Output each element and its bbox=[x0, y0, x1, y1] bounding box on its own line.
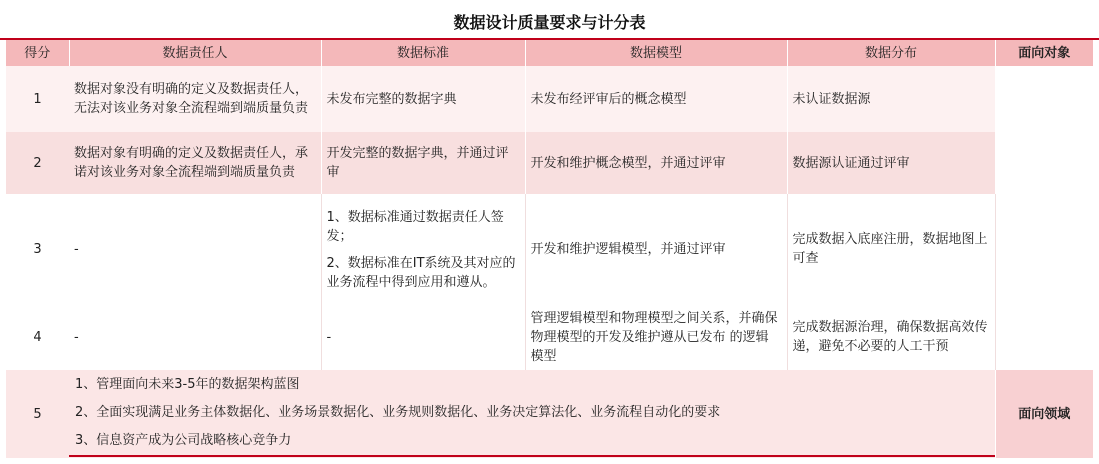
domain-item: 2、全面实现满足业务主体数据化、业务场景数据化、业务规则数据化、业务决定算法化、业务流程自动化的要求 bbox=[75, 405, 721, 420]
model-cell: 开发和维护逻辑模型，并通过评审 bbox=[525, 194, 787, 304]
domain-requirements bbox=[69, 370, 995, 458]
model-cell: 未发布经评审后的概念模型 bbox=[525, 66, 787, 132]
sheet-title: 数据设计质量要求与计分表 bbox=[453, 13, 646, 32]
distribution-cell: 未认证数据源 bbox=[787, 66, 995, 132]
standard-item: 2、数据标准在IT系统及其对应的业务流程中得到应用和遵从。 bbox=[326, 256, 516, 290]
owner-cell: 数据对象有明确的定义及数据责任人，承诺对该业务对象全流程端到端质量负责 bbox=[69, 132, 321, 194]
header-model: 数据模型 bbox=[525, 40, 787, 66]
owner-cell: - bbox=[69, 194, 321, 304]
score-table bbox=[6, 40, 1093, 458]
header-owner: 数据责任人 bbox=[69, 40, 321, 66]
distribution-cell: 数据源认证通过评审 bbox=[787, 132, 995, 194]
header-standard: 数据标准 bbox=[321, 40, 525, 66]
domain-row bbox=[6, 370, 1093, 458]
table-row bbox=[6, 304, 1093, 370]
standard-item: 1、数据标准通过数据责任人签发； bbox=[326, 210, 504, 244]
header-score: 得分 bbox=[6, 40, 69, 66]
standard-cell: - bbox=[321, 304, 525, 370]
distribution-cell: 完成数据源治理，确保数据高效传递，避免不必要的人工干预 bbox=[787, 304, 995, 370]
distribution-cell: 完成数据入底座注册，数据地图上可查 bbox=[787, 194, 995, 304]
domain-item: 1、管理面向未来3-5年的数据架构蓝图 bbox=[75, 377, 300, 392]
standard-cell: 开发完整的数据字典，并通过评审 bbox=[321, 132, 525, 194]
row-score: 1 bbox=[6, 66, 69, 132]
owner-cell: 数据对象没有明确的定义及数据责任人，无法对该业务对象全流程端到端质量负责 bbox=[69, 66, 321, 132]
object-label: 面向对象 bbox=[995, 40, 1093, 66]
header-distribution: 数据分布 bbox=[787, 40, 995, 66]
domain-item: 3、信息资产成为公司战略核心竞争力 bbox=[69, 427, 995, 457]
row-score: 3 bbox=[6, 194, 69, 304]
table-row bbox=[6, 66, 1093, 132]
row-score: 2 bbox=[6, 132, 69, 194]
owner-cell: - bbox=[69, 304, 321, 370]
model-cell: 开发和维护概念模型，并通过评审 bbox=[525, 132, 787, 194]
model-cell: 管理逻辑模型和物理模型之间关系，并确保物理模型的开发及维护遵从已发布 的逻辑模型 bbox=[525, 304, 787, 370]
row-score: 4 bbox=[6, 304, 69, 370]
domain-label: 面向领域 bbox=[995, 370, 1093, 458]
table-row bbox=[6, 194, 1093, 304]
row-score: 5 bbox=[6, 370, 69, 458]
header-row bbox=[6, 40, 1093, 66]
table-row bbox=[6, 132, 1093, 194]
standard-cell: 未发布完整的数据字典 bbox=[321, 66, 525, 132]
standard-cell bbox=[321, 194, 525, 304]
